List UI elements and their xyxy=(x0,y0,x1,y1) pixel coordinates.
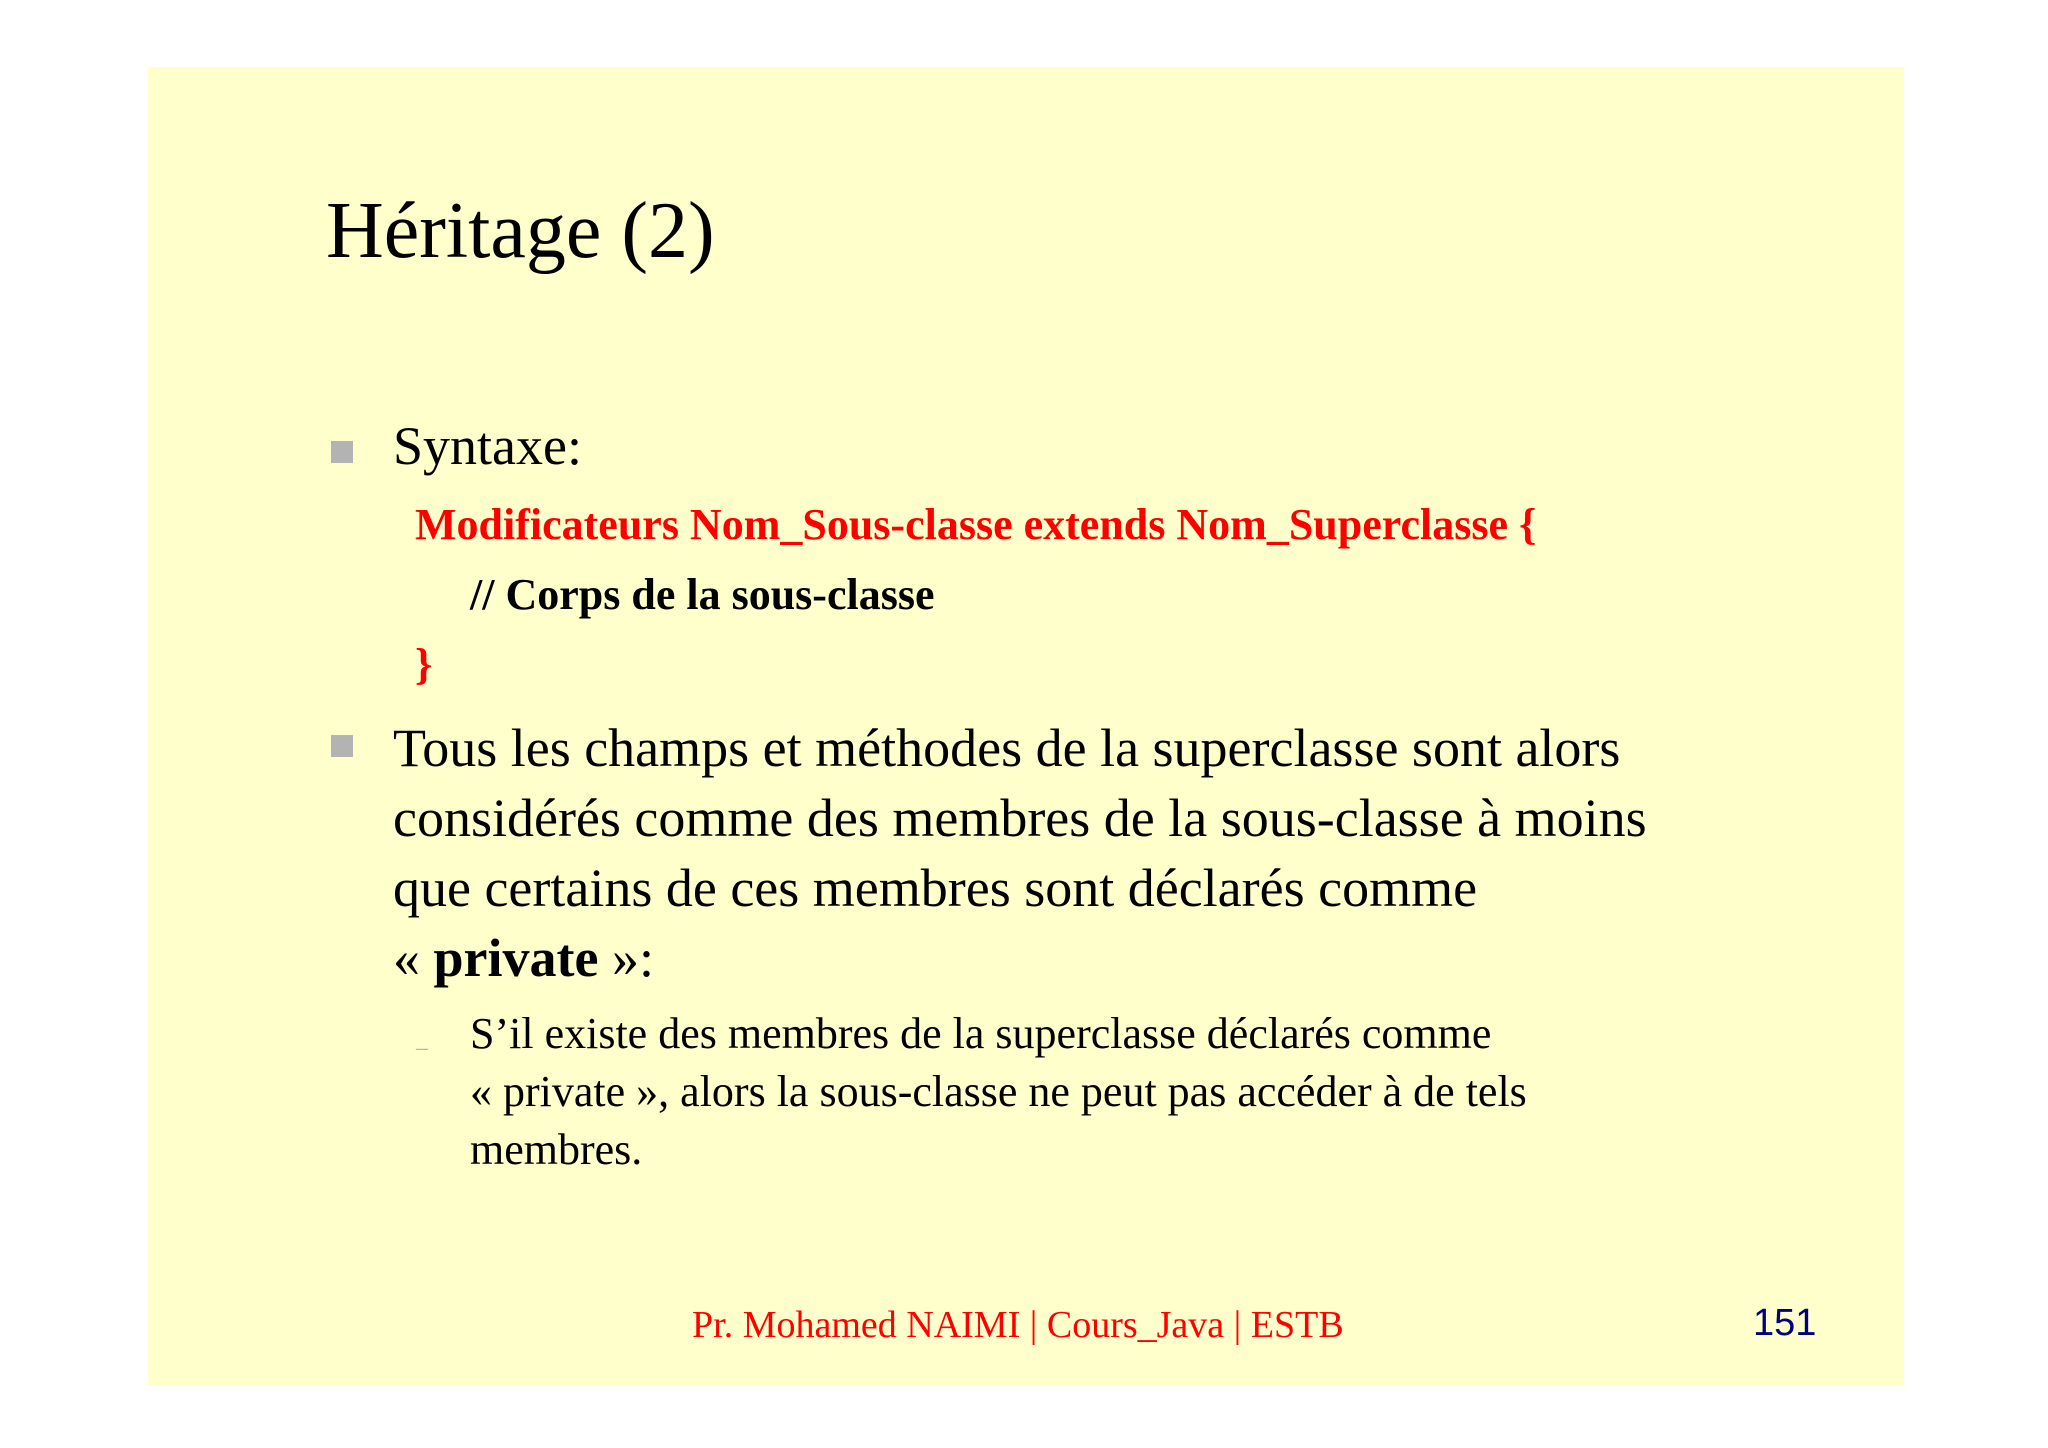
private-keyword: private xyxy=(433,928,599,988)
quote-open: « xyxy=(393,928,434,988)
code-line-declaration: Modificateurs Nom_Sous-classe extends Nom_Superclasse { xyxy=(415,500,1537,549)
sub-bullet-line: S’il existe des membres de la superclasse déclarés comme xyxy=(470,1009,1492,1058)
quote-close: »: xyxy=(598,928,654,988)
slide-title: Héritage (2) xyxy=(326,187,715,275)
sub-bullet-line: « private », alors la sous-classe ne peut pas accéder à de tels xyxy=(470,1067,1527,1116)
sub-bullet-dash-icon: – xyxy=(416,1035,428,1061)
bullet-line: que certains de ces membres sont déclarés comme xyxy=(393,858,1478,918)
sub-bullet-text xyxy=(470,1005,1527,1179)
sub-bullet-line: membres. xyxy=(470,1125,643,1174)
bullet-line-private xyxy=(393,923,1853,993)
footer-author: Pr. Mohamed NAIMI | Cours_Java | ESTB xyxy=(692,1304,1344,1346)
code-line-comment: // Corps de la sous-classe xyxy=(470,570,935,619)
code-line-closing-brace: } xyxy=(415,640,433,689)
bullet-line: considérés comme des membres de la sous-classe à moins xyxy=(393,788,1647,848)
page-number: 151 xyxy=(1753,1302,1817,1344)
bullet-square-icon xyxy=(331,441,353,463)
bullet-inheritance-text xyxy=(393,713,1853,993)
bullet-square-icon xyxy=(331,735,353,757)
bullet-syntaxe: Syntaxe: xyxy=(393,416,582,476)
slide xyxy=(148,67,1904,1385)
bullet-line: Tous les champs et méthodes de la superclasse sont alors xyxy=(393,718,1621,778)
